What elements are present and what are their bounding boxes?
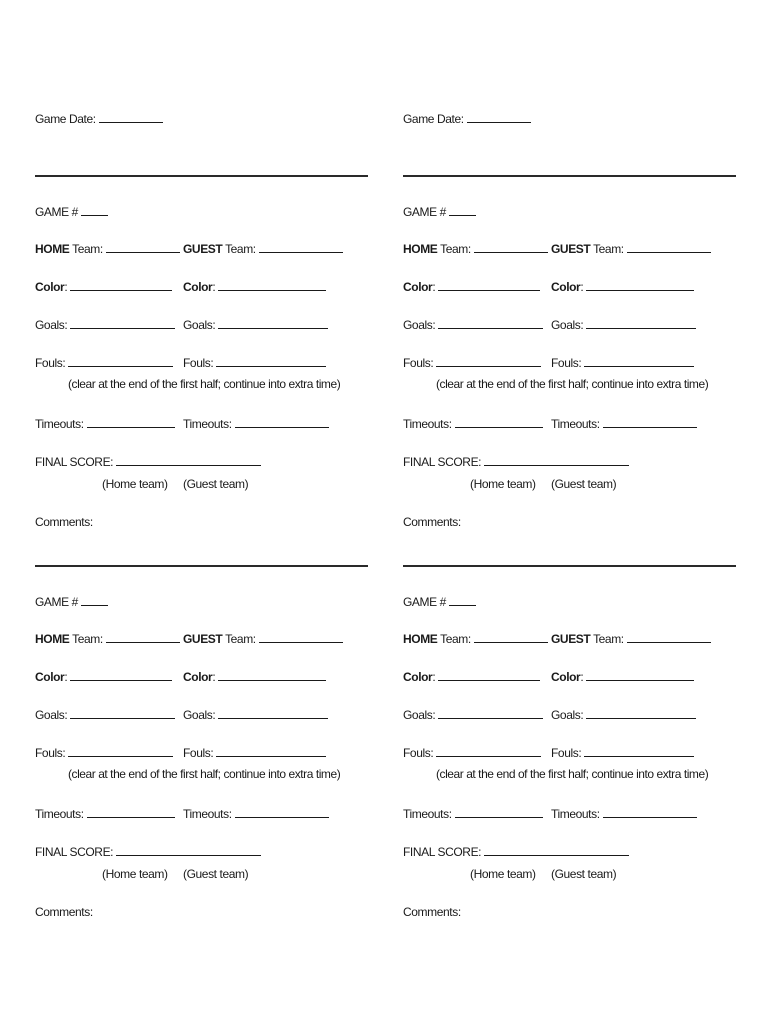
goals-row [403, 316, 584, 332]
final-score-row [403, 843, 552, 859]
game-number-blank[interactable] [81, 203, 108, 216]
comments-label: Comments: [35, 515, 93, 529]
game-date-blank[interactable] [99, 110, 163, 123]
home-team-caption: (Home team) [102, 477, 168, 491]
home-goals-blank[interactable] [438, 316, 543, 329]
game-number-row [403, 203, 476, 219]
timeouts-row [403, 415, 600, 431]
game-card [403, 185, 743, 529]
fouls-row [35, 744, 214, 760]
guest-fouls-label: Fouls: [183, 746, 214, 760]
home-team-blank[interactable] [106, 240, 180, 253]
comments-label: Comments: [403, 905, 461, 919]
guest-timeouts-blank[interactable] [603, 805, 697, 818]
guest-team-blank[interactable] [627, 630, 711, 643]
comments-label: Comments: [403, 515, 461, 529]
home-goals-label: Goals: [35, 318, 68, 332]
guest-team-caption: (Guest team) [183, 867, 249, 881]
home-timeouts-label: Timeouts: [35, 417, 84, 431]
guest-team-caption: (Guest team) [183, 477, 249, 491]
game-number-row [35, 593, 108, 609]
game-number-blank[interactable] [81, 593, 108, 606]
guest-goals-blank[interactable] [586, 316, 696, 329]
home-score-blank[interactable] [116, 453, 184, 466]
home-score-blank[interactable] [484, 453, 552, 466]
final-score-label: FINAL SCORE: [35, 845, 114, 859]
timeouts-row [35, 805, 232, 821]
home-goals-blank[interactable] [70, 316, 175, 329]
team-row [35, 630, 256, 646]
guest-goals-label: Goals: [183, 708, 216, 722]
guest-score-blank[interactable] [183, 843, 261, 856]
guest-team-blank[interactable] [259, 240, 343, 253]
guest-team-blank[interactable] [259, 630, 343, 643]
timeouts-row [35, 415, 232, 431]
left-column [35, 0, 375, 1024]
home-team-label: Team: [440, 632, 471, 646]
home-label: HOME [35, 242, 70, 256]
home-score-blank[interactable] [116, 843, 184, 856]
home-color-blank[interactable] [70, 278, 172, 291]
guest-timeouts-label: Timeouts: [183, 417, 232, 431]
home-timeouts-label: Timeouts: [403, 417, 452, 431]
guest-timeouts-blank[interactable] [235, 415, 329, 428]
home-team-label: Team: [72, 242, 103, 256]
home-label: HOME [35, 632, 70, 646]
game-card [35, 575, 375, 919]
guest-label: GUEST [183, 242, 223, 256]
guest-team-label: Team: [225, 632, 256, 646]
divider [35, 565, 368, 567]
guest-color-label: Color [551, 670, 581, 684]
guest-goals-blank[interactable] [586, 706, 696, 719]
home-fouls-label: Fouls: [35, 356, 66, 370]
home-fouls-label: Fouls: [35, 746, 66, 760]
game-card [35, 185, 375, 529]
guest-goals-label: Goals: [551, 708, 584, 722]
home-fouls-blank[interactable] [68, 354, 173, 367]
guest-label: GUEST [551, 632, 591, 646]
team-row [35, 240, 256, 256]
team-row [403, 240, 624, 256]
guest-goals-blank[interactable] [218, 706, 328, 719]
goals-row [35, 706, 216, 722]
game-number-row [403, 593, 476, 609]
home-team-caption: (Home team) [102, 867, 168, 881]
home-color-blank[interactable] [438, 278, 540, 291]
home-fouls-blank[interactable] [68, 744, 173, 757]
guest-score-blank[interactable] [183, 453, 261, 466]
guest-color-blank[interactable] [218, 668, 326, 681]
guest-score-blank[interactable] [551, 453, 629, 466]
game-number-blank[interactable] [449, 593, 476, 606]
home-team-blank[interactable] [474, 630, 548, 643]
game-number-row [35, 203, 108, 219]
game-date-label: Game Date: [403, 112, 464, 126]
home-goals-label: Goals: [403, 708, 436, 722]
game-date-label: Game Date: [35, 112, 96, 126]
guest-timeouts-blank[interactable] [603, 415, 697, 428]
divider [35, 175, 368, 177]
game-number-blank[interactable] [449, 203, 476, 216]
home-color-label: Color [35, 670, 65, 684]
divider [403, 175, 736, 177]
guest-goals-label: Goals: [551, 318, 584, 332]
game-number-label: GAME # [35, 595, 78, 609]
home-team-label: Team: [72, 632, 103, 646]
fouls-row [403, 744, 582, 760]
home-color-blank[interactable] [438, 668, 540, 681]
guest-timeouts-label: Timeouts: [551, 417, 600, 431]
guest-goals-blank[interactable] [218, 316, 328, 329]
color-row: Color: Color: [35, 278, 172, 294]
fouls-row [35, 354, 214, 370]
guest-color-blank[interactable] [586, 278, 694, 291]
guest-timeouts-blank[interactable] [235, 805, 329, 818]
game-number-label: GAME # [403, 205, 446, 219]
guest-team-caption: (Guest team) [551, 867, 617, 881]
guest-fouls-blank[interactable] [584, 744, 694, 757]
guest-color-label: Color [183, 670, 213, 684]
guest-color-label: Color [551, 280, 581, 294]
fouls-row [403, 354, 582, 370]
guest-team-blank[interactable] [627, 240, 711, 253]
home-fouls-blank[interactable] [436, 354, 541, 367]
final-score-row [35, 453, 184, 469]
home-timeouts-blank[interactable] [455, 805, 543, 818]
guest-label: GUEST [183, 632, 223, 646]
home-team-caption: (Home team) [470, 477, 536, 491]
home-color-label: Color [403, 670, 433, 684]
final-score-row [403, 453, 552, 469]
guest-color-label: Color [183, 280, 213, 294]
game-date-row [35, 110, 163, 126]
guest-color-blank[interactable] [218, 278, 326, 291]
divider [403, 565, 736, 567]
guest-team-label: Team: [593, 242, 624, 256]
home-goals-blank[interactable] [70, 706, 175, 719]
home-timeouts-blank[interactable] [455, 415, 543, 428]
home-team-blank[interactable] [474, 240, 548, 253]
fouls-note: (clear at the end of the first half; continue into extra time) [436, 767, 709, 781]
home-timeouts-label: Timeouts: [403, 807, 452, 821]
guest-color-blank[interactable] [586, 668, 694, 681]
comments-label: Comments: [35, 905, 93, 919]
guest-timeouts-label: Timeouts: [551, 807, 600, 821]
final-score-label: FINAL SCORE: [403, 455, 482, 469]
color-row: Color: Color: [35, 668, 172, 684]
guest-timeouts-label: Timeouts: [183, 807, 232, 821]
guest-label: GUEST [551, 242, 591, 256]
team-row [403, 630, 624, 646]
guest-team-label: Team: [225, 242, 256, 256]
game-date-blank[interactable] [467, 110, 531, 123]
game-number-label: GAME # [403, 595, 446, 609]
home-goals-label: Goals: [35, 708, 68, 722]
home-score-blank[interactable] [484, 843, 552, 856]
game-card [403, 575, 743, 919]
guest-fouls-label: Fouls: [551, 356, 582, 370]
guest-fouls-label: Fouls: [551, 746, 582, 760]
home-fouls-label: Fouls: [403, 356, 434, 370]
fouls-note: (clear at the end of the first half; continue into extra time) [436, 377, 709, 391]
final-score-label: FINAL SCORE: [403, 845, 482, 859]
guest-team-caption: (Guest team) [551, 477, 617, 491]
goals-row [403, 706, 584, 722]
home-color-label: Color [35, 280, 65, 294]
home-team-caption: (Home team) [470, 867, 536, 881]
home-label: HOME [403, 632, 438, 646]
guest-goals-label: Goals: [183, 318, 216, 332]
home-color-blank[interactable] [70, 668, 172, 681]
home-timeouts-label: Timeouts: [35, 807, 84, 821]
home-label: HOME [403, 242, 438, 256]
guest-fouls-blank[interactable] [584, 354, 694, 367]
timeouts-row [403, 805, 600, 821]
color-row: Color: Color: [403, 278, 540, 294]
guest-fouls-blank[interactable] [216, 744, 326, 757]
guest-score-blank[interactable] [551, 843, 629, 856]
guest-fouls-label: Fouls: [183, 356, 214, 370]
right-column [403, 0, 743, 1024]
final-score-label: FINAL SCORE: [35, 455, 114, 469]
fouls-note: (clear at the end of the first half; continue into extra time) [68, 377, 341, 391]
color-row: Color: Color: [403, 668, 540, 684]
home-color-label: Color [403, 280, 433, 294]
guest-team-label: Team: [593, 632, 624, 646]
goals-row [35, 316, 216, 332]
home-team-blank[interactable] [106, 630, 180, 643]
game-number-label: GAME # [35, 205, 78, 219]
home-fouls-blank[interactable] [436, 744, 541, 757]
home-team-label: Team: [440, 242, 471, 256]
home-timeouts-blank[interactable] [87, 805, 175, 818]
home-goals-label: Goals: [403, 318, 436, 332]
game-date-row [403, 110, 531, 126]
home-timeouts-blank[interactable] [87, 415, 175, 428]
fouls-note: (clear at the end of the first half; continue into extra time) [68, 767, 341, 781]
home-fouls-label: Fouls: [403, 746, 434, 760]
home-goals-blank[interactable] [438, 706, 543, 719]
guest-fouls-blank[interactable] [216, 354, 326, 367]
final-score-row [35, 843, 184, 859]
